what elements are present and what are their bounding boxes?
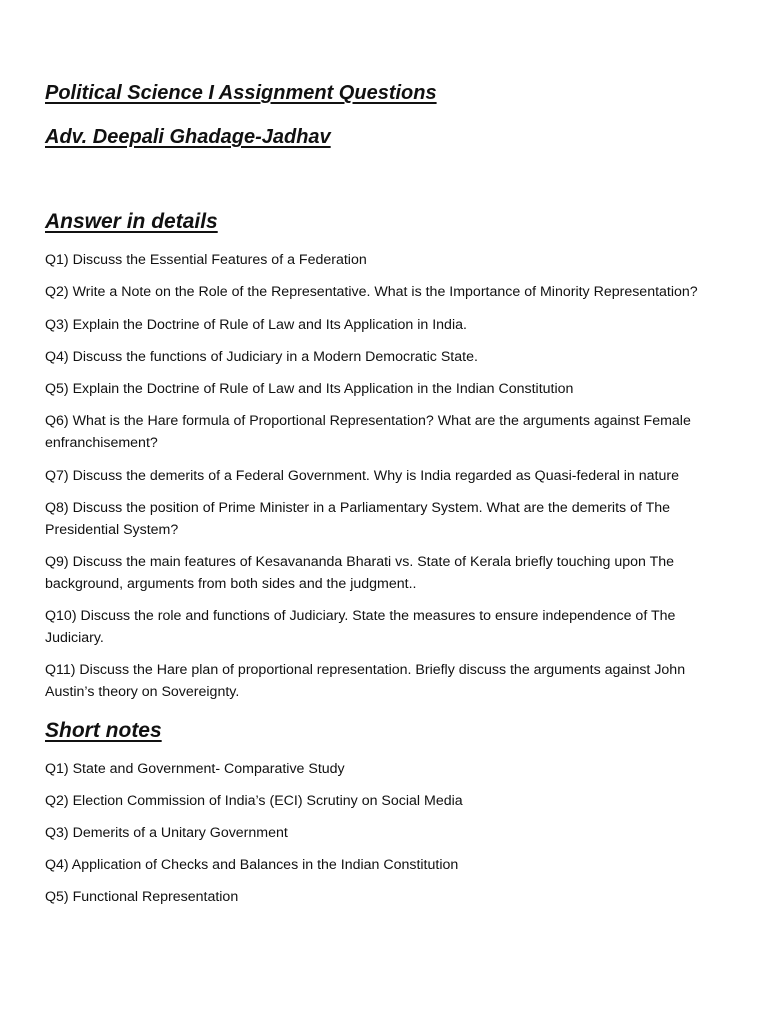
- short-note-item: Q4) Application of Checks and Balances in the Indian Constitution: [45, 857, 459, 873]
- section-heading-short-notes: Short notes: [45, 719, 162, 742]
- question-item: Q9) Discuss the main features of Kesavananda Bharati vs. State of Kerala briefly touching upon The background, arguments from both sides and the judgment..: [45, 554, 675, 592]
- question-item: Q7) Discuss the demerits of a Federal Government. Why is India regarded as Quasi-federal in nature: [45, 468, 679, 484]
- question-item: Q5) Explain the Doctrine of Rule of Law and Its Application in the Indian Constitution: [45, 381, 574, 397]
- question-item: Q6) What is the Hare formula of Proportional Representation? What are the arguments against Female enfranchisement?: [45, 413, 691, 451]
- question-item: Q11) Discuss the Hare plan of proportional representation. Briefly discuss the arguments against John Austin’s theory on Sovereignty.: [45, 662, 686, 700]
- short-note-item: Q5) Functional Representation: [45, 889, 239, 905]
- question-item: Q2) Write a Note on the Role of the Representative. What is the Importance of Minority Representation?: [45, 284, 698, 300]
- document-author: Adv. Deepali Ghadage-Jadhav: [45, 126, 331, 148]
- question-item: Q3) Explain the Doctrine of Rule of Law and Its Application in India.: [45, 317, 467, 333]
- question-item: Q1) Discuss the Essential Features of a Federation: [45, 252, 367, 268]
- document-title: Political Science I Assignment Questions: [45, 82, 437, 104]
- question-item: Q10) Discuss the role and functions of Judiciary. State the measures to ensure independence of The Judiciary.: [45, 608, 676, 646]
- short-note-item: Q2) Election Commission of India’s (ECI) Scrutiny on Social Media: [45, 793, 463, 809]
- question-item: Q4) Discuss the functions of Judiciary in a Modern Democratic State.: [45, 349, 478, 365]
- question-item: Q8) Discuss the position of Prime Minister in a Parliamentary System. What are the demerits of The Presidential System?: [45, 500, 671, 538]
- section-heading-answer-in-details: Answer in details: [45, 210, 218, 233]
- short-note-item: Q1) State and Government- Comparative Study: [45, 761, 345, 777]
- short-note-item: Q3) Demerits of a Unitary Government: [45, 825, 288, 841]
